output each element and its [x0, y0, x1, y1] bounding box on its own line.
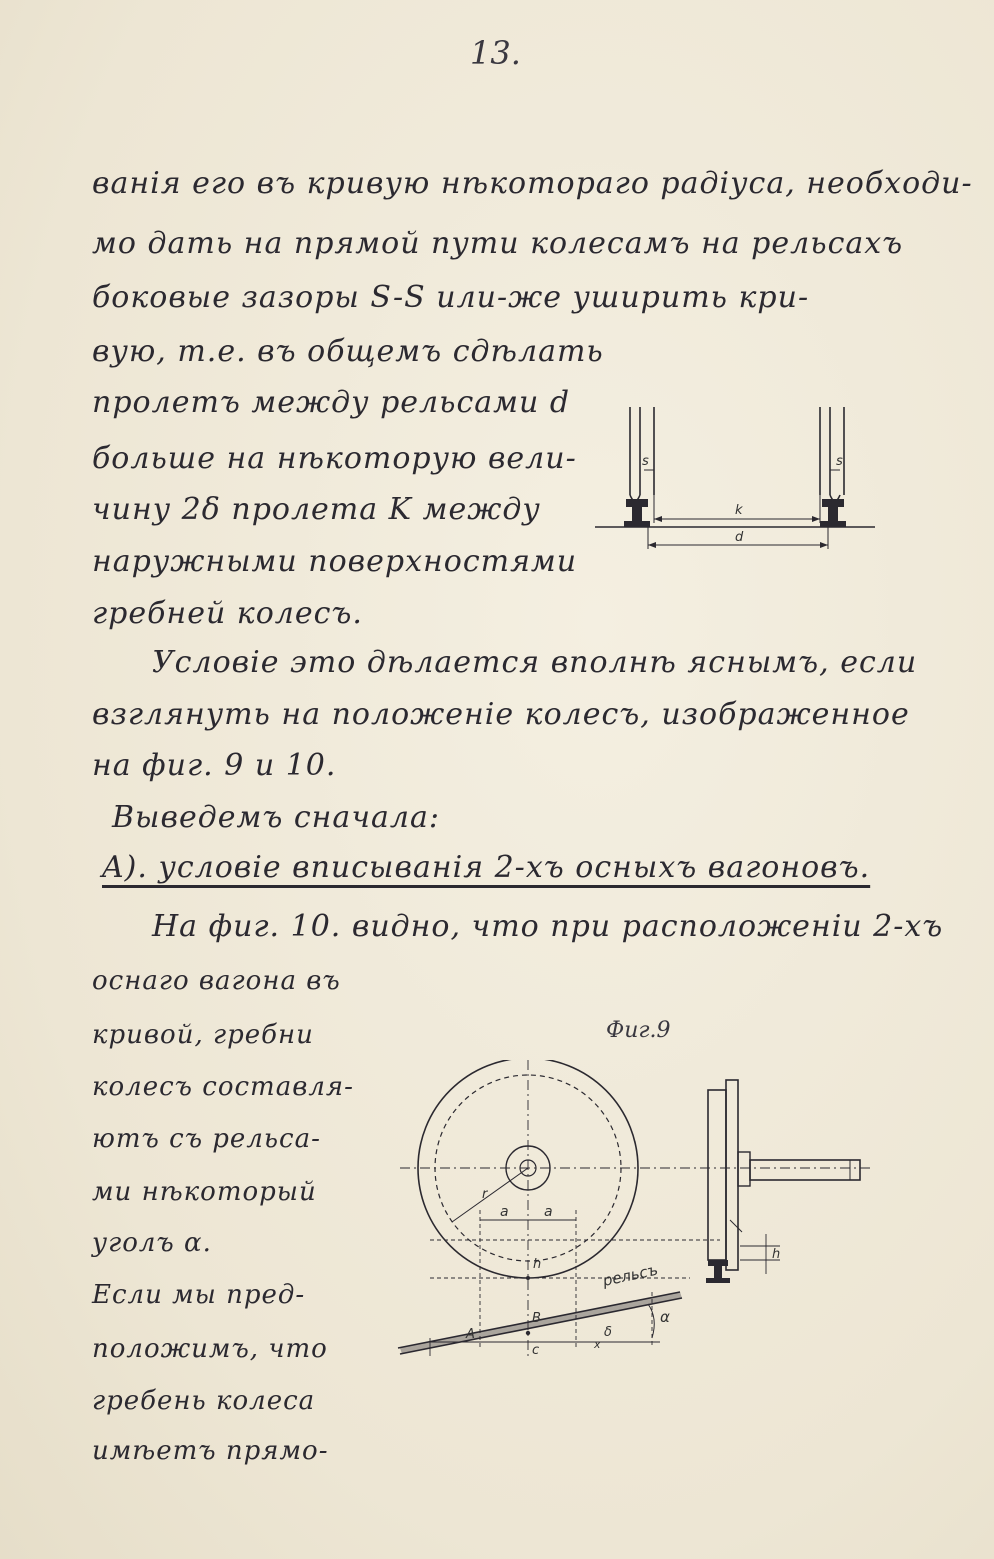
label-A: A	[466, 1327, 475, 1342]
text-line-18: колесъ составля-	[92, 1072, 354, 1102]
label-delta: δ	[604, 1325, 612, 1340]
text-line-15: На фиг. 10. видно, что при расположеніи 2-хъ	[152, 909, 944, 944]
text-line-12: на фиг. 9 и 10.	[92, 748, 337, 783]
label-B: B	[532, 1311, 541, 1326]
section-heading-a: A). условіе вписыванія 2-хъ осныхъ вагоновъ.	[102, 850, 871, 885]
label-r: r	[482, 1187, 488, 1202]
figure-9-diagram	[390, 1060, 890, 1370]
label-d: d	[735, 530, 744, 545]
text-line-22: Если мы пред-	[92, 1280, 306, 1310]
label-s-left: s	[642, 454, 649, 469]
text-line-9: гребней колесъ.	[92, 596, 363, 631]
wheel-rail-gap-diagram	[590, 395, 880, 570]
text-line-11: взглянуть на положеніе колесъ, изображенное	[92, 697, 910, 732]
text-line-17: кривой, гребни	[92, 1020, 314, 1050]
text-line-3: боковые зазоры S-S или-же уширить кри-	[92, 280, 810, 315]
label-s-right: s	[836, 454, 843, 469]
label-x: x	[594, 1338, 601, 1351]
text-line-7: чину 2δ пролета K между	[92, 492, 541, 527]
label-a-right: a	[544, 1204, 553, 1220]
text-line-2: мо дать на прямой пути колесамъ на рельсахъ	[92, 226, 904, 261]
text-line-5: пролетъ между рельсами d	[92, 385, 571, 420]
label-rail: рельсъ	[601, 1260, 660, 1290]
text-line-19: ютъ съ рельса-	[92, 1124, 321, 1154]
text-line-25: имѣетъ прямо-	[92, 1436, 329, 1466]
page-number: 13.	[470, 34, 521, 72]
text-line-16: оснаго вагона въ	[92, 966, 341, 996]
label-a-left: a	[500, 1204, 509, 1220]
text-line-1: ванія его въ кривую нѣкотораго радіуса, необходи-	[92, 166, 973, 201]
text-line-21: уголъ α.	[92, 1228, 212, 1258]
label-h-wheel: h	[533, 1257, 542, 1272]
text-line-24: гребень колеса	[92, 1386, 316, 1416]
label-k: k	[735, 503, 743, 518]
text-line-6: больше на нѣкоторую вели-	[92, 441, 577, 476]
text-line-8: наружными поверхностями	[92, 544, 578, 579]
text-line-23: положимъ, что	[92, 1334, 328, 1364]
text-line-20: ми нѣкоторый	[92, 1177, 317, 1207]
text-line-4: вую, т.е. въ общемъ сдѣлать	[92, 334, 604, 369]
label-c: c	[532, 1343, 540, 1358]
text-line-10: Условіе это дѣлается вполнѣ яснымъ, если	[152, 645, 918, 680]
label-alpha: α	[660, 1308, 670, 1326]
text-line-13: Выведемъ сначала:	[112, 800, 440, 835]
label-h-side: h	[772, 1247, 781, 1262]
figure-9-title: Фиг.9	[606, 1018, 671, 1043]
